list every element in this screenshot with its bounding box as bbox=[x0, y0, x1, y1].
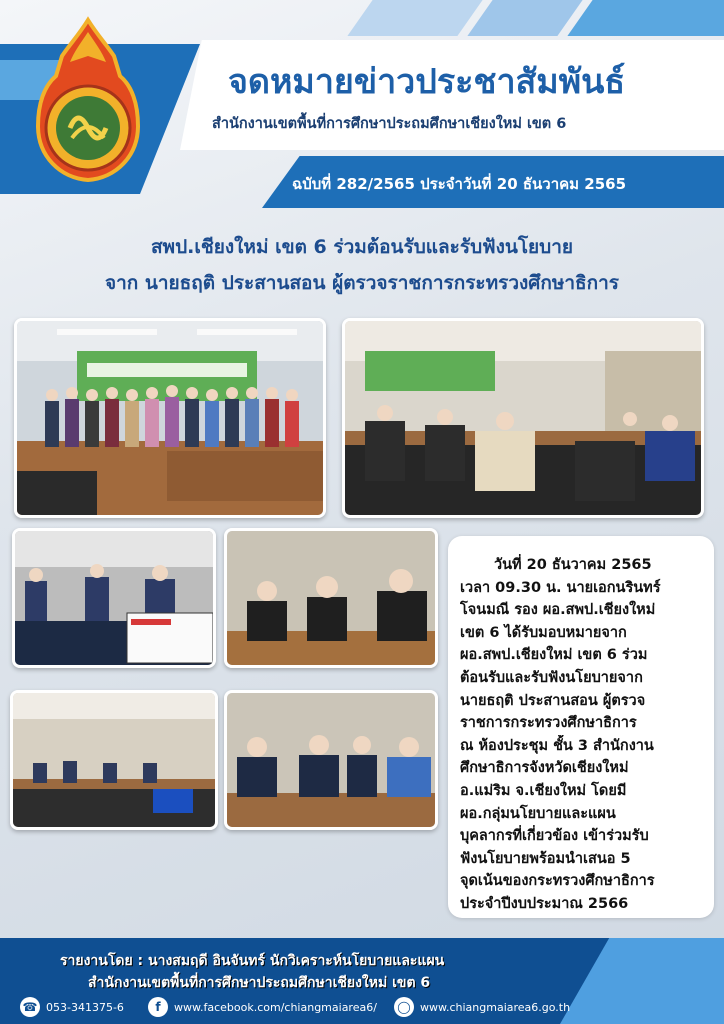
article-line: ผอ.กลุ่มนโยบายและแผน bbox=[460, 805, 616, 822]
phone-icon: ☎ bbox=[20, 997, 40, 1017]
phone-number: 053-341375-6 bbox=[46, 1000, 124, 1014]
office-subtitle: สำนักงานเขตพื้นที่การศึกษาประถมศึกษาเชียงใหม่ เขต 6 bbox=[212, 116, 567, 132]
newsletter-title: จดหมายข่าวประชาสัมพันธ์ bbox=[228, 62, 626, 102]
footer-office: สำนักงานเขตพื้นที่การศึกษาประถมศึกษาเชียงใหม่ เขต 6 bbox=[88, 975, 431, 991]
article-line: เขต 6 ได้รับมอบหมายจาก bbox=[460, 624, 627, 641]
headline-line-1: สพป.เชียงใหม่ เขต 6 ร่วมต้อนรับและรับฟังนโยบาย bbox=[150, 236, 574, 258]
photo-room-wide bbox=[10, 690, 218, 830]
article-line: ราชการกระทรวงศึกษาธิการ bbox=[460, 715, 637, 732]
article-line: อ.แม่ริม จ.เชียงใหม่ โดยมี bbox=[460, 782, 627, 799]
article-line: ฟังนโยบายพร้อมนำเสนอ 5 bbox=[460, 850, 631, 867]
issue-number-date: ฉบับที่ 282/2565 ประจำวันที่ 20 ธันวาคม 2565 bbox=[292, 175, 627, 193]
article-line: ศึกษาธิการจังหวัดเชียงใหม่ bbox=[460, 760, 629, 777]
photo-meeting-room bbox=[342, 318, 704, 518]
headline-line-2: จาก นายธฤติ ประสานสอน ผู้ตรวจราชการกระทรวงศึกษาธิการ bbox=[104, 272, 620, 294]
contact-facebook[interactable] bbox=[148, 996, 377, 1018]
article-line: ต้อนรับและรับฟังนโยบายจาก bbox=[460, 669, 643, 686]
article-line: วันที่ 20 ธันวาคม 2565 bbox=[494, 557, 652, 573]
photo-presenter-laptop bbox=[12, 528, 216, 668]
photo-officials-seated bbox=[224, 690, 438, 830]
article-line: นายธฤติ ประสานสอน ผู้ตรวจ bbox=[460, 692, 646, 709]
contact-phone[interactable] bbox=[20, 996, 124, 1018]
decor-stripe bbox=[567, 0, 724, 36]
emblem-logo-icon bbox=[28, 16, 148, 186]
reporter-credit: รายงานโดย : นางสมฤดี อินจันทร์ นักวิเคราะห์นโยบายและแผน bbox=[60, 953, 445, 969]
article-line: บุคลากรที่เกี่ยวข้อง เข้าร่วมรับ bbox=[460, 828, 649, 845]
article-line: จุดเน้นของกระทรวงศึกษาธิการ bbox=[460, 873, 655, 890]
globe-icon: ◯ bbox=[394, 997, 414, 1017]
article-line: โจนมณี รอง ผอ.สพป.เชียงใหม่ bbox=[460, 602, 656, 619]
facebook-url: www.facebook.com/chiangmaiarea6/ bbox=[174, 1000, 377, 1014]
photo-group-welcome bbox=[14, 318, 326, 518]
website-url: www.chiangmaiarea6.go.th bbox=[420, 1000, 571, 1014]
article-line: ผอ.สพป.เชียงใหม่ เขต 6 ร่วม bbox=[460, 647, 648, 664]
contact-website[interactable] bbox=[394, 996, 570, 1018]
photo-three-women bbox=[224, 528, 438, 668]
article-line: เวลา 09.30 น. นายเอกนรินทร์ bbox=[460, 579, 661, 596]
article-line: ประจำปีงบประมาณ 2566 bbox=[460, 895, 629, 912]
article-body bbox=[460, 554, 706, 916]
article-line: ณ ห้องประชุม ชั้น 3 สำนักงาน bbox=[460, 737, 654, 754]
facebook-icon: f bbox=[148, 997, 168, 1017]
